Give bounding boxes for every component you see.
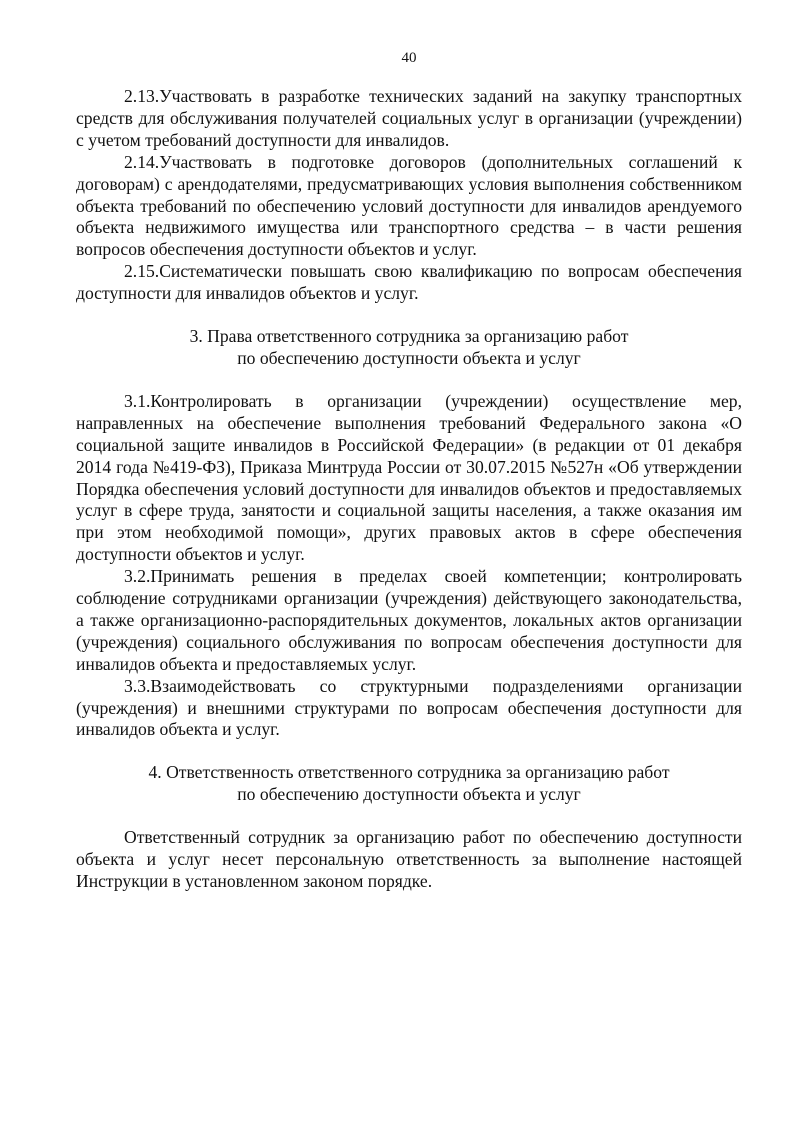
section-3-heading-line-1: 3. Права ответственного сотрудника за организацию работ <box>189 326 629 347</box>
section-4-heading-line-2: по обеспечению доступности объекта и услуг <box>237 784 581 805</box>
section-3-heading <box>76 326 742 370</box>
page-number: 40 <box>401 50 417 66</box>
paragraph-2-13: 2.13.Участвовать в разработке технических заданий на закупку транспортных средств для обслуживания получателей социальных услуг в организации (учреждении) с учетом требований доступности для инвалидов. <box>76 86 742 150</box>
paragraph-3-3: 3.3.Взаимодействовать со структурными подразделениями организации (учреждения) и внешними структурами по вопросам обеспечения доступности для инвалидов объекта и услуг. <box>76 675 742 740</box>
section-4-heading-line-1: 4. Ответственность ответственного сотрудника за организацию работ <box>148 762 670 783</box>
section-3-heading-line-2: по обеспечению доступности объекта и услуг <box>237 347 581 368</box>
paragraph-3-2: 3.2.Принимать решения в пределах своей компетенции; контролировать соблюдение сотрудниками организации (учреждения) действующего законодательства, а также организационно-распорядительных документов, локальных актов организации (учреждения) социального обслуживания по вопросам обеспечения доступности для инвалидов объекта и предоставляемых услуг. <box>76 566 742 674</box>
paragraph-2-15: 2.15.Систематически повышать свою квалификацию по вопросам обеспечения доступности для инвалидов объектов и услуг. <box>76 261 742 304</box>
paragraph-4-responsibility: Ответственный сотрудник за организацию работ по обеспечению доступности объекта и услуг несет персональную ответственность за выполнение настоящей Инструкции в установленном законом порядке. <box>76 827 742 891</box>
document-body <box>76 86 742 893</box>
paragraph-3-1: 3.1.Контролировать в организации (учреждении) осуществление мер, направленных на обеспечение выполнения требований Федерального закона «О социальной защите инвалидов в Российской Федерации» (в редакции от 01 декабря 2014 года №419-ФЗ), Приказа Минтруда России от 30.07.2015 №527н «Об утверждении Порядка обеспечения условий доступности для инвалидов объектов и предоставляемых услуг в сфере труда, занятости и социальной защиты населения, а также оказания им при этом необходимой помощи», других правовых актов в сфере обеспечения доступности объектов и услуг. <box>76 390 742 565</box>
paragraph-2-14: 2.14.Участвовать в подготовке договоров (дополнительных соглашений к договорам) с арендодателями, предусматривающих условия выполнения собственником объекта требований по обеспечению условий доступности для инвалидов арендуемого объекта недвижимого имущества или транспортного средства – в части решения вопросов обеспечения доступности объектов и услуг. <box>76 151 742 260</box>
section-4-heading <box>76 762 742 806</box>
